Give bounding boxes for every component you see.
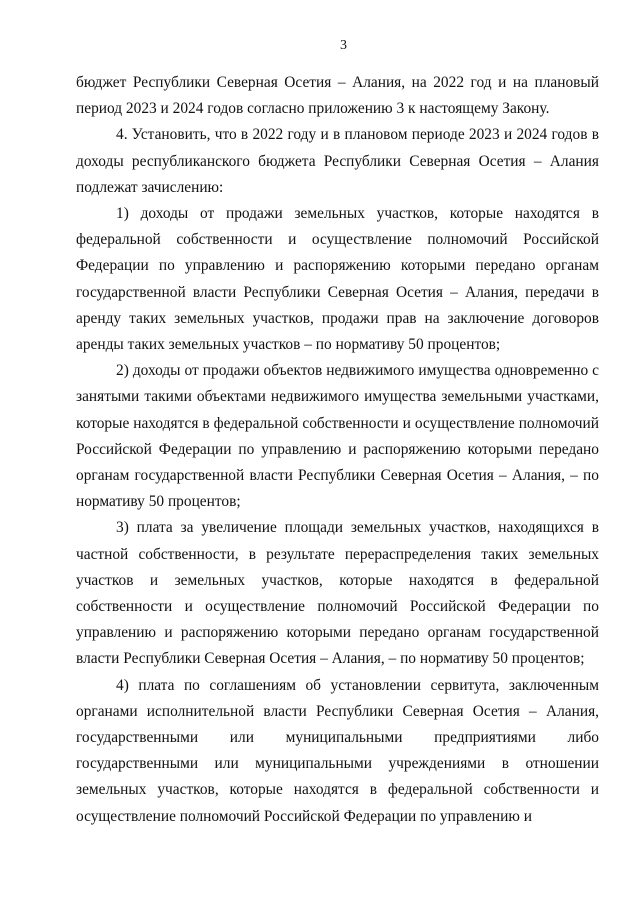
paragraph-budget-continuation: бюджет Республики Северная Осетия – Алания, на 2022 год и на плановый период 2023 и 2024 годов согласно приложению 3 к настоящему Закону.	[76, 74, 599, 118]
paragraph-item-3: 3) плата за увеличение площади земельных участков, находящихся в частной собственности, в результате перераспределения таких земельных участков и земельных участков, которые находятся в федеральной собственности и осуществление полномочий Российской Федерации по управлению и распоряжению которыми передано органам государственной власти Республики Северная Осетия – Алания, – по нормативу 50 процентов;	[76, 519, 599, 668]
paragraph-item-4: 4) плата по соглашениям об установлении сервитута, заключенным органами исполнительной власти Республики Северная Осетия – Алания, государственными или муниципальными предприятиями либо государственными или муниципальными учреждениями в отношении земельных участков, которые находятся в федеральной собственности и осуществление полномочий Российской Федерации по управлению и	[76, 676, 599, 825]
paragraph-item-2: 2) доходы от продажи объектов недвижимого имущества одновременно с занятыми такими объектами недвижимого имущества земельными участками, которые находятся в федеральной собственности и осуществление полномочий Российской Федерации по управлению и распоряжению которыми передано органам государственной власти Республики Северная Осетия – Алания, – по нормативу 50 процентов;	[76, 362, 599, 511]
paragraph-item-1: 1) доходы от продажи земельных участков, которые находятся в федеральной собственности и осуществление полномочий Российской Федерации по управлению и распоряжению которыми передано органам государственной власти Республики Северная Осетия – Алания, передачи в аренду таких земельных участков, продажи прав на заключение договоров аренды таких земельных участков – по нормативу 50 процентов;	[76, 205, 599, 354]
page-number: 3	[340, 38, 347, 53]
paragraph-clause-4: 4. Установить, что в 2022 году и в плановом периоде 2023 и 2024 годов в доходы республиканского бюджета Республики Северная Осетия – Алания подлежат зачислению:	[76, 126, 599, 196]
